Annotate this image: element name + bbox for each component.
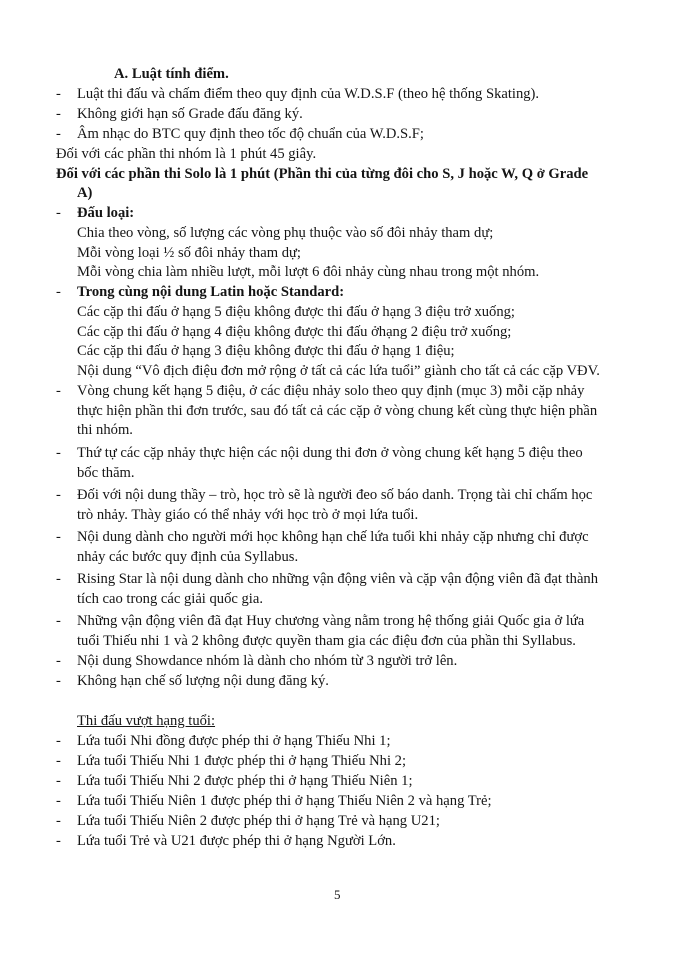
age-item: Lứa tuổi Thiếu Nhi 2 được phép thi ở hạng Thiếu Niên 1; — [77, 773, 413, 789]
bullet-line: thi nhóm. — [77, 422, 133, 438]
solo-note-continued: A) — [77, 185, 93, 201]
bullet-dash: - — [56, 833, 61, 849]
age-section-title: Thi đấu vượt hạng tuổi: — [77, 713, 216, 729]
rule-line: Âm nhạc do BTC quy định theo tốc độ chuẩn của W.D.S.F; — [77, 126, 424, 142]
bullet-line: Đối với nội dung thầy – trò, học trò sẽ là người đeo số báo danh. Trọng tài chỉ chấm học — [77, 487, 593, 503]
group-note: Đối với các phần thi nhóm là 1 phút 45 giây. — [56, 146, 317, 162]
bullet-dash: - — [56, 106, 61, 122]
bullet-line: Nội dung dành cho người mới học không hạn chế lứa tuổi khi nhảy cặp nhưng chỉ được — [77, 529, 589, 545]
latin-standard-title: Trong cùng nội dung Latin hoặc Standard: — [77, 284, 345, 300]
solo-note: Đối với các phần thi Solo là 1 phút (Phần thi của từng đôi cho S, J hoặc W, Q ở Grade — [56, 166, 589, 182]
age-item: Lứa tuổi Nhi đồng được phép thi ở hạng Thiếu Nhi 1; — [77, 733, 391, 749]
latin-standard-line: Các cặp thi đấu ở hạng 3 điệu không được thi đấu ở hạng 1 điệu; — [77, 343, 455, 359]
age-item: Lứa tuổi Thiếu Niên 1 được phép thi ở hạng Thiếu Niên 2 và hạng Trẻ; — [77, 793, 492, 809]
bullet-dash: - — [56, 571, 61, 587]
rule-line: Luật thi đấu và chấm điểm theo quy định của W.D.S.F (theo hệ thống Skating). — [77, 86, 540, 102]
bullet-dash: - — [56, 86, 61, 102]
bullet-dash: - — [56, 613, 61, 629]
bullet-dash: - — [56, 733, 61, 749]
bullet-dash: - — [56, 205, 61, 221]
latin-standard-line: Các cặp thi đấu ở hạng 5 điệu không được thi đấu ở hạng 3 điệu trở xuống; — [77, 304, 515, 320]
elimination-title: Đấu loại: — [77, 205, 135, 221]
age-item: Lứa tuổi Thiếu Nhi 1 được phép thi ở hạng Thiếu Nhi 2; — [77, 753, 407, 769]
bullet-dash: - — [56, 673, 61, 689]
age-item: Lứa tuổi Trẻ và U21 được phép thi ở hạng Người Lớn. — [77, 833, 396, 849]
bullet-line: nhảy các bước quy định của Syllabus. — [77, 549, 299, 565]
bullet-line: Thứ tự các cặp nhảy thực hiện các nội dung thi đơn ở vòng chung kết hạng 5 điệu theo — [77, 445, 583, 461]
latin-standard-line: Nội dung “Vô địch điệu đơn mở rộng ở tất cả các lứa tuổi” giành cho tất cả các cặp VĐV. — [77, 363, 600, 379]
bullet-dash: - — [56, 383, 61, 399]
bullet-dash: - — [56, 753, 61, 769]
bullet-dash: - — [56, 445, 61, 461]
bullet-line: Những vận động viên đã đạt Huy chương vàng nằm trong hệ thống giải Quốc gia ở lứa — [77, 613, 585, 629]
bullet-dash: - — [56, 773, 61, 789]
bullet-dash: - — [56, 487, 61, 503]
elimination-line: Mỗi vòng loại ½ số đôi nhảy tham dự; — [77, 245, 301, 261]
bullet-line: tích cao trong các giải quốc gia. — [77, 591, 263, 607]
page-number: 5 — [334, 887, 341, 902]
bullet-line: Không hạn chế số lượng nội dung đăng ký. — [77, 673, 329, 689]
bullet-line: Rising Star là nội dung dành cho những vận động viên và cặp vận động viên đã đạt thành — [77, 571, 599, 587]
age-item: Lứa tuổi Thiếu Niên 2 được phép thi ở hạng Trẻ và hạng U21; — [77, 813, 440, 829]
bullet-dash: - — [56, 653, 61, 669]
bullet-line: Nội dung Showdance nhóm là dành cho nhóm từ 3 người trở lên. — [77, 653, 458, 669]
bullet-line: bốc thăm. — [77, 465, 135, 481]
rule-line: Không giới hạn số Grade đấu đăng ký. — [77, 106, 303, 122]
bullet-line: tuổi Thiếu nhi 1 và 2 không được quyền tham gia các điệu đơn của phần thi Syllabus. — [77, 633, 576, 649]
bullet-dash: - — [56, 126, 61, 142]
bullet-line: trò nhảy. Thày giáo có thể nhảy với học trò ở mọi lứa tuổi. — [77, 507, 419, 523]
latin-standard-line: Các cặp thi đấu ở hạng 4 điệu không được thi đấu ởhạng 2 điệu trở xuống; — [77, 324, 512, 340]
bullet-dash: - — [56, 793, 61, 809]
bullet-dash: - — [56, 284, 61, 300]
bullet-line: thực hiện phần thi đơn trước, sau đó tất cả các cặp ở vòng chung kết cùng thực hiện phần — [77, 403, 598, 419]
elimination-line: Chia theo vòng, số lượng các vòng phụ thuộc vào số đôi nhảy tham dự; — [77, 225, 494, 241]
bullet-line: Vòng chung kết hạng 5 điệu, ở các điệu nhảy solo theo quy định (mục 3) mỗi cặp nhảy — [77, 383, 585, 399]
elimination-line: Mỗi vòng chia làm nhiều lượt, mỗi lượt 6 đôi nhảy cùng nhau trong một nhóm. — [77, 264, 540, 280]
section-heading: A. Luật tính điểm. — [114, 66, 229, 82]
bullet-dash: - — [56, 813, 61, 829]
bullet-dash: - — [56, 529, 61, 545]
